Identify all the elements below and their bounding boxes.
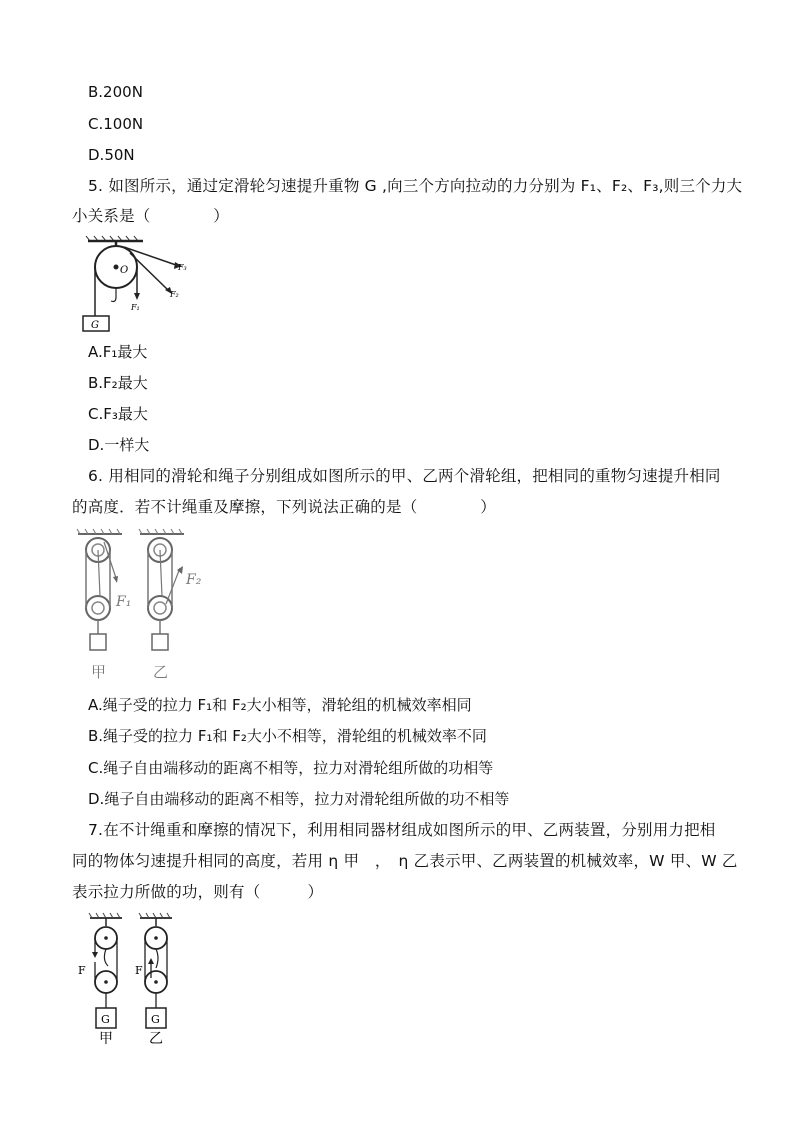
q7-pulley-figure xyxy=(72,912,202,1047)
q5-label-o: O xyxy=(120,265,129,276)
q7-label-jia: 甲 xyxy=(99,1031,113,1047)
q5-option-a: A.F₁最大 xyxy=(88,343,148,361)
q5-option-b: B.F₂最大 xyxy=(88,374,148,392)
q5-stem-line1: 5. 如图所示，通过定滑轮匀速提升重物 G ,向三个方向拉动的力分别为 F₁、F₂、F₃,则三个力大 xyxy=(88,177,743,195)
q5-label-f3: F₃ xyxy=(178,263,187,272)
q4-option-c: C.100N xyxy=(88,115,144,133)
q5-option-c: C.F₃最大 xyxy=(88,405,148,423)
q7-stem-line1: 7.在不计绳重和摩擦的情况下，利用相同器材组成如图所示的甲、乙两装置，分别用力把相 xyxy=(88,821,716,839)
q6-stem-line2: 的高度．若不计绳重及摩擦，下列说法正确的是（ ） xyxy=(72,498,496,516)
q6-option-a: A.绳子受的拉力 F₁和 F₂大小相等，滑轮组的机械效率相同 xyxy=(88,696,472,714)
q6-label-jia: 甲 xyxy=(91,663,107,681)
q7-stem-line2: 同的物体匀速提升相同的高度，若用 η 甲 ， η 乙表示甲、乙两装置的机械效率，W 甲、W 乙 xyxy=(72,852,738,870)
q7-label-g-right: G xyxy=(151,1013,160,1026)
q5-label-f1: F₁ xyxy=(131,303,140,312)
q7-label-f-right: F xyxy=(135,964,143,977)
q6-option-d: D.绳子自由端移动的距离不相等，拉力对滑轮组所做的功不相等 xyxy=(88,790,510,808)
q4-option-b: B.200N xyxy=(88,83,143,101)
q4-option-d: D.50N xyxy=(88,146,135,164)
q5-option-d: D.一样大 xyxy=(88,436,150,454)
q6-option-c: C.绳子自由端移动的距离不相等，拉力对滑轮组所做的功相等 xyxy=(88,759,494,777)
q7-label-yi: 乙 xyxy=(149,1031,163,1047)
q7-label-g-left: G xyxy=(101,1013,110,1026)
q5-pulley-figure xyxy=(78,235,208,335)
q5-label-f2: F₂ xyxy=(170,290,179,299)
q6-label-yi: 乙 xyxy=(153,663,169,681)
q6-pulley-figure xyxy=(70,528,220,683)
q7-label-f-left: F xyxy=(78,964,86,977)
q6-option-b: B.绳子受的拉力 F₁和 F₂大小不相等，滑轮组的机械效率不同 xyxy=(88,727,487,745)
q6-label-f2: F₂ xyxy=(186,572,202,588)
q5-label-g: G xyxy=(91,320,99,331)
q6-label-f1: F₁ xyxy=(116,594,132,610)
q5-stem-line2: 小关系是（ ） xyxy=(72,207,230,225)
q6-stem-line1: 6. 用相同的滑轮和绳子分别组成如图所示的甲、乙两个滑轮组，把相同的重物匀速提升相同 xyxy=(88,467,721,485)
q7-stem-line3: 表示拉力所做的功，则有（ ） xyxy=(72,883,324,901)
